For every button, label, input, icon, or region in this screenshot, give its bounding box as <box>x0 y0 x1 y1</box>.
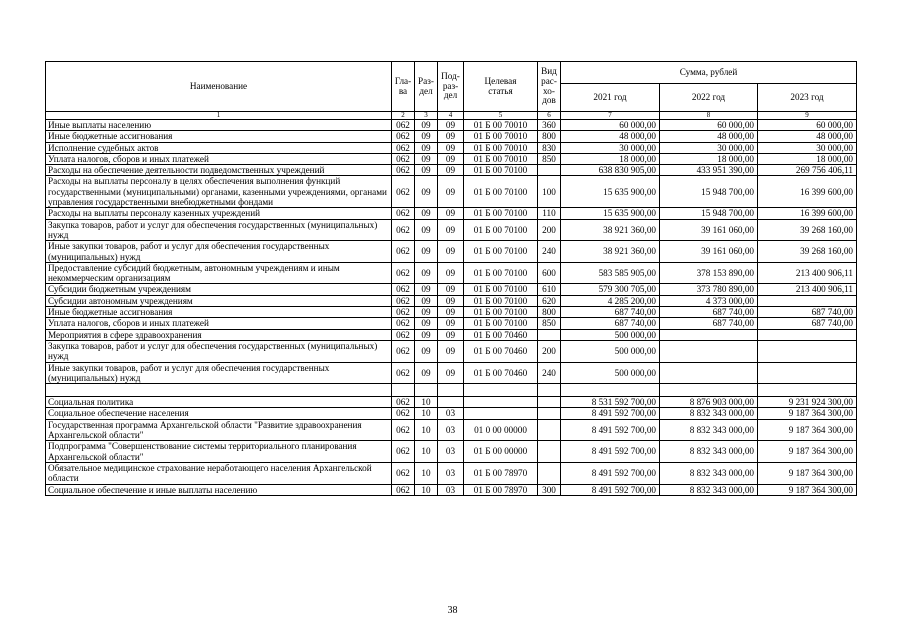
cell-chapter: 062 <box>392 484 415 495</box>
cell-sum-2023: 16 399 600,00 <box>758 208 857 219</box>
table-row <box>46 329 857 340</box>
cell-sum-2021: 500 000,00 <box>561 362 660 384</box>
cell-expense-type: 850 <box>538 153 561 164</box>
cell-sum-2023: 9 187 364 300,00 <box>758 408 857 419</box>
table-row <box>46 120 857 131</box>
cell-subsection: 09 <box>438 241 464 263</box>
cell-name: Государственная программа Архангельской области "Развитие здравоохранения Архангельской области" <box>46 419 392 441</box>
cell-name: Уплата налогов, сборов и иных платежей <box>46 318 392 329</box>
cell-target: 01 0 00 00000 <box>464 419 538 441</box>
header-target <box>464 62 538 112</box>
cell-expense-type: 800 <box>538 131 561 142</box>
cell-sum-2022 <box>660 340 758 362</box>
cell-sum-2022: 4 373 000,00 <box>660 295 758 306</box>
cell-target: 01 Б 00 70100 <box>464 176 538 208</box>
cell-chapter: 062 <box>392 441 415 463</box>
header-chapter-text: Гла- ва <box>394 75 412 96</box>
cell-expense-type: 110 <box>538 208 561 219</box>
cell-chapter: 062 <box>392 462 415 484</box>
cell-name: Субсидии автономным учреждениям <box>46 295 392 306</box>
cell-expense-type <box>538 462 561 484</box>
column-index: 7 <box>561 112 660 120</box>
cell-name: Подпрограмма "Совершенствование системы территориального планирования Архангельской области" <box>46 441 392 463</box>
cell-sum-2021: 48 000,00 <box>561 131 660 142</box>
table-row <box>46 219 857 241</box>
cell-sum-2022: 48 000,00 <box>660 131 758 142</box>
cell-sum-2021: 687 740,00 <box>561 307 660 318</box>
cell-sum-2021: 638 830 905,00 <box>561 165 660 176</box>
cell-section: 10 <box>415 408 438 419</box>
cell-expense-type: 240 <box>538 362 561 384</box>
cell-chapter: 062 <box>392 131 415 142</box>
cell-expense-type: 240 <box>538 241 561 263</box>
table-row <box>46 165 857 176</box>
cell-subsection: 03 <box>438 419 464 441</box>
cell-expense-type <box>538 384 561 397</box>
cell-name: Закупка товаров, работ и услуг для обеспечения государственных (муниципальных) нужд <box>46 219 392 241</box>
cell-sum-2023: 687 740,00 <box>758 307 857 318</box>
cell-section: 09 <box>415 340 438 362</box>
cell-expense-type <box>538 419 561 441</box>
cell-chapter: 062 <box>392 176 415 208</box>
cell-sum-2022: 378 153 890,00 <box>660 262 758 284</box>
column-index: 4 <box>438 112 464 120</box>
cell-sum-2022: 39 161 060,00 <box>660 241 758 263</box>
cell-expense-type: 300 <box>538 484 561 495</box>
cell-section: 09 <box>415 284 438 295</box>
cell-target: 01 Б 00 70100 <box>464 219 538 241</box>
cell-sum-2023 <box>758 329 857 340</box>
cell-sum-2023 <box>758 362 857 384</box>
table-row <box>46 295 857 306</box>
table-row <box>46 318 857 329</box>
cell-sum-2023 <box>758 340 857 362</box>
cell-sum-2021: 4 285 200,00 <box>561 295 660 306</box>
cell-sum-2023: 60 000,00 <box>758 120 857 131</box>
cell-sum-2022 <box>660 362 758 384</box>
cell-chapter: 062 <box>392 318 415 329</box>
cell-name: Иные закупки товаров, работ и услуг для обеспечения государственных (муниципальных) нужд <box>46 241 392 263</box>
cell-sum-2023: 48 000,00 <box>758 131 857 142</box>
cell-sum-2023: 9 187 364 300,00 <box>758 419 857 441</box>
cell-sum-2021: 8 491 592 700,00 <box>561 484 660 495</box>
cell-section: 09 <box>415 120 438 131</box>
table-row <box>46 397 857 408</box>
cell-subsection: 03 <box>438 484 464 495</box>
cell-sum-2023: 30 000,00 <box>758 142 857 153</box>
cell-expense-type: 200 <box>538 340 561 362</box>
cell-sum-2022: 15 948 700,00 <box>660 176 758 208</box>
cell-target: 01 Б 00 70460 <box>464 362 538 384</box>
cell-sum-2021: 18 000,00 <box>561 153 660 164</box>
table-row <box>46 142 857 153</box>
cell-expense-type: 620 <box>538 295 561 306</box>
header-expense-type-text: Вид рас- хо- дов <box>541 66 557 106</box>
cell-sum-2023: 16 399 600,00 <box>758 176 857 208</box>
cell-target: 01 Б 00 70010 <box>464 153 538 164</box>
cell-section: 09 <box>415 307 438 318</box>
cell-expense-type <box>538 441 561 463</box>
cell-sum-2022: 373 780 890,00 <box>660 284 758 295</box>
cell-name: Социальное обеспечение населения <box>46 408 392 419</box>
cell-chapter: 062 <box>392 295 415 306</box>
cell-sum-2023: 269 756 406,11 <box>758 165 857 176</box>
cell-section: 10 <box>415 484 438 495</box>
header-section <box>415 62 438 112</box>
table-row <box>46 307 857 318</box>
cell-name: Уплата налогов, сборов и иных платежей <box>46 153 392 164</box>
cell-sum-2022: 433 951 390,00 <box>660 165 758 176</box>
table-row <box>46 208 857 219</box>
cell-subsection: 09 <box>438 219 464 241</box>
cell-section: 09 <box>415 362 438 384</box>
table-row <box>46 419 857 441</box>
column-index: 9 <box>758 112 857 120</box>
cell-sum-2021: 8 531 592 700,00 <box>561 397 660 408</box>
cell-section: 10 <box>415 462 438 484</box>
cell-target <box>464 384 538 397</box>
cell-name: Иные выплаты населению <box>46 120 392 131</box>
cell-chapter: 062 <box>392 241 415 263</box>
cell-expense-type: 850 <box>538 318 561 329</box>
cell-expense-type: 200 <box>538 219 561 241</box>
cell-name: Исполнение судебных актов <box>46 142 392 153</box>
cell-section: 09 <box>415 241 438 263</box>
column-index: 1 <box>46 112 392 120</box>
cell-sum-2021: 38 921 360,00 <box>561 219 660 241</box>
cell-expense-type <box>538 329 561 340</box>
table-body <box>46 120 857 496</box>
cell-subsection: 09 <box>438 307 464 318</box>
cell-sum-2021: 8 491 592 700,00 <box>561 462 660 484</box>
cell-sum-2023: 39 268 160,00 <box>758 219 857 241</box>
cell-expense-type <box>538 408 561 419</box>
cell-sum-2021: 579 300 705,00 <box>561 284 660 295</box>
cell-chapter: 062 <box>392 419 415 441</box>
cell-name: Иные закупки товаров, работ и услуг для обеспечения государственных (муниципальных) нужд <box>46 362 392 384</box>
cell-target: 01 Б 00 70100 <box>464 262 538 284</box>
cell-chapter: 062 <box>392 142 415 153</box>
cell-section: 09 <box>415 142 438 153</box>
cell-sum-2023: 213 400 906,11 <box>758 262 857 284</box>
cell-subsection: 09 <box>438 131 464 142</box>
cell-target: 01 Б 00 70100 <box>464 295 538 306</box>
cell-target: 01 Б 00 70010 <box>464 120 538 131</box>
header-year-2023: 2023 год <box>758 84 857 112</box>
cell-target: 01 Б 00 70100 <box>464 318 538 329</box>
header-year-2022: 2022 год <box>660 84 758 112</box>
cell-target: 01 Б 00 70010 <box>464 142 538 153</box>
cell-section: 09 <box>415 131 438 142</box>
cell-sum-2022 <box>660 384 758 397</box>
cell-section: 09 <box>415 295 438 306</box>
cell-target: 01 Б 00 70100 <box>464 307 538 318</box>
cell-chapter: 062 <box>392 262 415 284</box>
cell-sum-2023: 9 231 924 300,00 <box>758 397 857 408</box>
budget-table <box>45 61 857 496</box>
cell-name: Обязательное медицинское страхование неработающего населения Архангельской области <box>46 462 392 484</box>
cell-sum-2023: 9 187 364 300,00 <box>758 462 857 484</box>
cell-name: Мероприятия в сфере здравоохранения <box>46 329 392 340</box>
cell-subsection: 03 <box>438 441 464 463</box>
cell-target: 01 Б 00 78970 <box>464 462 538 484</box>
cell-section: 10 <box>415 441 438 463</box>
cell-target: 01 Б 00 70100 <box>464 284 538 295</box>
cell-expense-type: 830 <box>538 142 561 153</box>
cell-sum-2022: 8 832 343 000,00 <box>660 441 758 463</box>
cell-sum-2021: 500 000,00 <box>561 329 660 340</box>
cell-subsection: 09 <box>438 120 464 131</box>
cell-chapter: 062 <box>392 329 415 340</box>
cell-section: 10 <box>415 397 438 408</box>
cell-section: 09 <box>415 262 438 284</box>
cell-sum-2021: 8 491 592 700,00 <box>561 408 660 419</box>
cell-sum-2021: 583 585 905,00 <box>561 262 660 284</box>
cell-name: Иные бюджетные ассигнования <box>46 131 392 142</box>
table-row <box>46 176 857 208</box>
cell-chapter: 062 <box>392 219 415 241</box>
table-row <box>46 153 857 164</box>
cell-chapter: 062 <box>392 208 415 219</box>
cell-section: 09 <box>415 165 438 176</box>
cell-subsection <box>438 384 464 397</box>
header-chapter <box>392 62 415 112</box>
cell-chapter: 062 <box>392 165 415 176</box>
cell-target: 01 Б 00 70010 <box>464 131 538 142</box>
cell-expense-type: 360 <box>538 120 561 131</box>
cell-sum-2022: 8 876 903 000,00 <box>660 397 758 408</box>
table-row <box>46 362 857 384</box>
cell-sum-2022: 60 000,00 <box>660 120 758 131</box>
table-row <box>46 484 857 495</box>
header-subsection <box>438 62 464 112</box>
cell-subsection: 09 <box>438 362 464 384</box>
cell-sum-2023 <box>758 295 857 306</box>
cell-section: 09 <box>415 153 438 164</box>
cell-sum-2021: 8 491 592 700,00 <box>561 441 660 463</box>
column-index: 3 <box>415 112 438 120</box>
cell-subsection: 09 <box>438 329 464 340</box>
cell-sum-2021: 15 635 900,00 <box>561 176 660 208</box>
column-index: 8 <box>660 112 758 120</box>
cell-name: Субсидии бюджетным учреждениям <box>46 284 392 295</box>
cell-sum-2022: 30 000,00 <box>660 142 758 153</box>
table-row <box>46 241 857 263</box>
cell-expense-type: 600 <box>538 262 561 284</box>
cell-sum-2021: 38 921 360,00 <box>561 241 660 263</box>
cell-name: Предоставление субсидий бюджетным, автономным учреждениям и иным некоммерческим организациям <box>46 262 392 284</box>
cell-sum-2022: 687 740,00 <box>660 318 758 329</box>
cell-section: 09 <box>415 208 438 219</box>
header-section-text: Раз- дел <box>418 75 434 96</box>
column-index: 2 <box>392 112 415 120</box>
cell-subsection: 09 <box>438 176 464 208</box>
cell-sum-2021: 8 491 592 700,00 <box>561 419 660 441</box>
cell-subsection <box>438 397 464 408</box>
column-index: 5 <box>464 112 538 120</box>
column-index: 6 <box>538 112 561 120</box>
cell-expense-type: 100 <box>538 176 561 208</box>
cell-sum-2023: 687 740,00 <box>758 318 857 329</box>
cell-expense-type: 800 <box>538 307 561 318</box>
cell-name: Закупка товаров, работ и услуг для обеспечения государственных (муниципальных) нужд <box>46 340 392 362</box>
cell-sum-2021: 687 740,00 <box>561 318 660 329</box>
cell-target: 01 Б 00 78970 <box>464 484 538 495</box>
cell-sum-2023: 18 000,00 <box>758 153 857 164</box>
table-row <box>46 340 857 362</box>
cell-subsection: 03 <box>438 408 464 419</box>
cell-name: Социальная политика <box>46 397 392 408</box>
cell-target <box>464 397 538 408</box>
cell-sum-2022 <box>660 329 758 340</box>
cell-target: 01 Б 00 70100 <box>464 208 538 219</box>
cell-sum-2023 <box>758 384 857 397</box>
cell-sum-2021: 15 635 900,00 <box>561 208 660 219</box>
cell-chapter: 062 <box>392 153 415 164</box>
table-row <box>46 462 857 484</box>
cell-sum-2023: 9 187 364 300,00 <box>758 484 857 495</box>
cell-sum-2021: 500 000,00 <box>561 340 660 362</box>
table-row <box>46 262 857 284</box>
header-subsection-text: Под- раз- дел <box>441 71 460 101</box>
header-year-2021: 2021 год <box>561 84 660 112</box>
cell-subsection: 09 <box>438 142 464 153</box>
cell-section: 10 <box>415 419 438 441</box>
cell-sum-2023: 39 268 160,00 <box>758 241 857 263</box>
cell-sum-2022: 15 948 700,00 <box>660 208 758 219</box>
cell-name: Социальное обеспечение и иные выплаты населению <box>46 484 392 495</box>
cell-sum-2022: 687 740,00 <box>660 307 758 318</box>
cell-section: 09 <box>415 219 438 241</box>
cell-sum-2022: 8 832 343 000,00 <box>660 408 758 419</box>
cell-chapter: 062 <box>392 340 415 362</box>
cell-chapter: 062 <box>392 397 415 408</box>
cell-subsection: 09 <box>438 262 464 284</box>
cell-section: 09 <box>415 318 438 329</box>
table-row <box>46 131 857 142</box>
cell-sum-2022: 8 832 343 000,00 <box>660 484 758 495</box>
table-row <box>46 284 857 295</box>
cell-subsection: 09 <box>438 284 464 295</box>
header-sum: Сумма, рублей <box>561 62 857 84</box>
cell-sum-2022: 39 161 060,00 <box>660 219 758 241</box>
cell-section: 09 <box>415 329 438 340</box>
cell-sum-2021: 30 000,00 <box>561 142 660 153</box>
cell-target <box>464 408 538 419</box>
cell-name: Иные бюджетные ассигнования <box>46 307 392 318</box>
cell-target: 01 Б 00 70100 <box>464 165 538 176</box>
cell-target: 01 Б 00 00000 <box>464 441 538 463</box>
table-row <box>46 441 857 463</box>
cell-subsection: 09 <box>438 340 464 362</box>
cell-subsection: 09 <box>438 318 464 329</box>
cell-subsection: 09 <box>438 295 464 306</box>
header-row <box>46 62 857 84</box>
cell-subsection: 03 <box>438 462 464 484</box>
cell-subsection: 09 <box>438 153 464 164</box>
cell-sum-2022: 8 832 343 000,00 <box>660 462 758 484</box>
cell-sum-2023: 213 400 906,11 <box>758 284 857 295</box>
cell-subsection: 09 <box>438 165 464 176</box>
cell-section <box>415 384 438 397</box>
cell-chapter: 062 <box>392 362 415 384</box>
cell-name: Расходы на обеспечение деятельности подведомственных учреждений <box>46 165 392 176</box>
cell-sum-2021 <box>561 384 660 397</box>
cell-section: 09 <box>415 176 438 208</box>
column-index-row <box>46 112 857 120</box>
cell-name <box>46 384 392 397</box>
cell-expense-type <box>538 397 561 408</box>
cell-chapter <box>392 384 415 397</box>
cell-sum-2022: 8 832 343 000,00 <box>660 419 758 441</box>
cell-expense-type: 610 <box>538 284 561 295</box>
header-expense-type <box>538 62 561 112</box>
cell-chapter: 062 <box>392 307 415 318</box>
cell-subsection: 09 <box>438 208 464 219</box>
cell-expense-type <box>538 165 561 176</box>
cell-sum-2023: 9 187 364 300,00 <box>758 441 857 463</box>
table-row <box>46 384 857 397</box>
cell-sum-2022: 18 000,00 <box>660 153 758 164</box>
cell-chapter: 062 <box>392 408 415 419</box>
cell-chapter: 062 <box>392 284 415 295</box>
cell-target: 01 Б 00 70460 <box>464 329 538 340</box>
page-number: 38 <box>447 605 458 616</box>
header-target-text: Целевая статья <box>484 75 517 96</box>
cell-sum-2021: 60 000,00 <box>561 120 660 131</box>
header-name: Наименование <box>46 62 392 112</box>
cell-name: Расходы на выплаты персоналу в целях обеспечения выполнения функций государственными (муниципальными) органами, казенными учреждениями, органами управления государственными внебюджетными фондами <box>46 176 392 208</box>
table-row <box>46 408 857 419</box>
cell-chapter: 062 <box>392 120 415 131</box>
cell-name: Расходы на выплаты персоналу казенных учреждений <box>46 208 392 219</box>
cell-target: 01 Б 00 70100 <box>464 241 538 263</box>
cell-target: 01 Б 00 70460 <box>464 340 538 362</box>
